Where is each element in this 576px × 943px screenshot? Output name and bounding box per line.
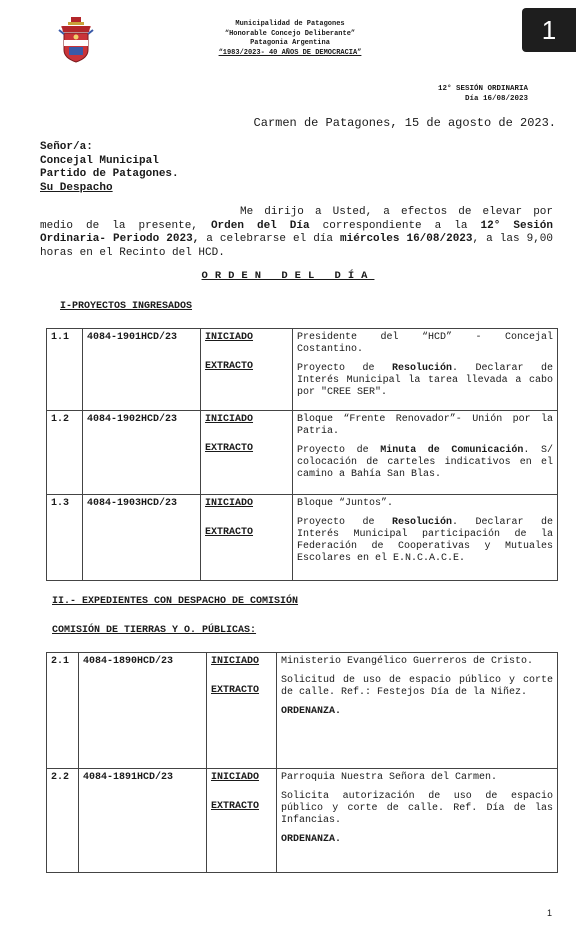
section-title-projects: I-PROYECTOS INGRESADOS bbox=[60, 301, 193, 312]
label-iniciado: INICIADO bbox=[205, 332, 254, 343]
item-dispatch-type: ORDENANZA. bbox=[281, 834, 342, 845]
intro-text: a celebrarse el día bbox=[199, 233, 341, 245]
extract-type: Resolución bbox=[392, 363, 453, 374]
label-iniciado: INICIADO bbox=[211, 656, 260, 667]
item-description bbox=[277, 769, 558, 873]
projects-table bbox=[46, 328, 558, 581]
file-number: 4084-1901HCD/23 bbox=[83, 329, 201, 411]
item-description bbox=[293, 495, 558, 581]
item-number: 1.3 bbox=[47, 495, 83, 581]
intro-text: correspondiente a la bbox=[309, 219, 481, 232]
table-row bbox=[47, 329, 558, 411]
item-extract bbox=[297, 517, 553, 565]
section-title-dispatches: II.- EXPEDIENTES CON DESPACHO DE COMISIÓN bbox=[52, 596, 299, 607]
item-origin: Bloque “Frente Renovador”- Unión por la Patria. bbox=[297, 414, 553, 437]
label-iniciado: INICIADO bbox=[205, 414, 254, 425]
extract-text: Proyecto de bbox=[297, 445, 381, 456]
letterhead-line-municipality: Municipalidad de Patagones bbox=[235, 20, 345, 28]
session-date: Día 16/08/2023 bbox=[464, 95, 528, 103]
letterhead-line-council: “Honorable Concejo Deliberante” bbox=[224, 29, 356, 38]
addressee-line: Su Despacho bbox=[40, 181, 113, 194]
table-row bbox=[47, 769, 558, 873]
label-extracto: EXTRACTO bbox=[211, 801, 260, 812]
label-extracto: EXTRACTO bbox=[205, 443, 254, 454]
page-number-footer: 1 bbox=[546, 908, 552, 918]
extract-type: Minuta de Comunicación bbox=[380, 445, 524, 456]
addressee-line: Partido de Patagones. bbox=[40, 168, 179, 180]
item-number: 2.2 bbox=[47, 769, 79, 873]
letterhead bbox=[150, 20, 430, 58]
item-extract bbox=[297, 445, 553, 481]
municipal-crest-icon bbox=[58, 16, 94, 64]
item-description bbox=[277, 653, 558, 769]
committee-title: COMISIÓN DE TIERRAS Y O. PÚBLICAS: bbox=[52, 625, 257, 636]
label-iniciado: INICIADO bbox=[205, 498, 254, 509]
intro-text: , a las 9,00 horas en el Recinto del HCD. bbox=[40, 233, 553, 259]
extract-text: Proyecto de bbox=[297, 363, 392, 374]
item-description bbox=[293, 329, 558, 411]
table-row bbox=[47, 653, 558, 769]
item-dispatch-type: ORDENANZA. bbox=[281, 706, 342, 717]
item-number: 1.1 bbox=[47, 329, 83, 411]
item-number: 2.1 bbox=[47, 653, 79, 769]
item-description bbox=[293, 411, 558, 495]
item-origin: Parroquia Nuestra Señora del Carmen. bbox=[281, 772, 498, 783]
file-number: 4084-1903HCD/23 bbox=[83, 495, 201, 581]
letterhead-line-motto: “1983/2023- 40 AÑOS DE DEMOCRACIA” bbox=[218, 48, 362, 57]
table-row bbox=[47, 411, 558, 495]
page-number-badge: 1 bbox=[522, 8, 576, 52]
addressee-line: Concejal Municipal bbox=[40, 154, 159, 167]
item-origin: Bloque “Juntos”. bbox=[297, 498, 394, 509]
dateline: Carmen de Patagones, 15 de agosto de 2023. bbox=[253, 116, 556, 130]
addressee-line: Señor/a: bbox=[40, 141, 93, 153]
intro-bold: Orden del Día bbox=[210, 219, 310, 232]
extract-text: Proyecto de bbox=[297, 517, 392, 528]
label-iniciado: INICIADO bbox=[211, 772, 260, 783]
table-row bbox=[47, 495, 558, 581]
file-number: 4084-1890HCD/23 bbox=[79, 653, 207, 769]
letterhead-line-region: Patagonia Argentina bbox=[250, 39, 330, 47]
item-labels bbox=[207, 653, 277, 769]
addressee bbox=[40, 141, 179, 195]
label-extracto: EXTRACTO bbox=[205, 361, 254, 372]
item-number: 1.2 bbox=[47, 411, 83, 495]
session-info bbox=[438, 84, 528, 104]
intro-text: Me dirijo a Usted, a efectos de elevar por medio de la presente, bbox=[40, 206, 553, 232]
file-number: 4084-1902HCD/23 bbox=[83, 411, 201, 495]
item-origin: Ministerio Evangélico Guerreros de Cristo. bbox=[281, 656, 534, 667]
intro-bold: 12° Sesión Ordinaria- Periodo 2023, bbox=[40, 219, 553, 245]
item-labels bbox=[201, 329, 293, 411]
intro-paragraph bbox=[40, 206, 553, 260]
item-labels bbox=[207, 769, 277, 873]
agenda-title: ORDEN DEL DÍA bbox=[201, 270, 375, 282]
file-number: 4084-1891HCD/23 bbox=[79, 769, 207, 873]
label-extracto: EXTRACTO bbox=[205, 527, 254, 538]
item-labels bbox=[201, 411, 293, 495]
session-title: 12° SESIÓN ORDINARIA bbox=[437, 85, 528, 93]
extract-type: Resolución bbox=[392, 517, 453, 528]
dispatches-table bbox=[46, 652, 558, 873]
item-origin: Presidente del “HCD” - Concejal Costantino. bbox=[297, 332, 553, 355]
extract-text: . S/ colocación de carteles indicativos en el camino a Bahía San Blas. bbox=[297, 445, 553, 480]
item-extract: Solicita autorización de uso de espacio público y corte de calle. Ref. Día de las Infancias. bbox=[281, 791, 553, 826]
extract-text: . Declarar de Interés Municipal participación de la Federación de Cooperativas y Mutuales Escolares en el E.N.C.A.C.E. bbox=[297, 517, 554, 564]
item-extract bbox=[297, 363, 553, 399]
label-extracto: EXTRACTO bbox=[211, 685, 260, 696]
intro-bold: miércoles 16/08/2023 bbox=[340, 233, 473, 245]
extract-text: . Declarar de Interés Municipal la tarea llevada a cabo por "CREE SER". bbox=[297, 363, 554, 398]
item-extract: Solicitud de uso de espacio público y corte de calle. Ref.: Festejos Día de la Niñez. bbox=[281, 675, 553, 698]
item-labels bbox=[201, 495, 293, 581]
